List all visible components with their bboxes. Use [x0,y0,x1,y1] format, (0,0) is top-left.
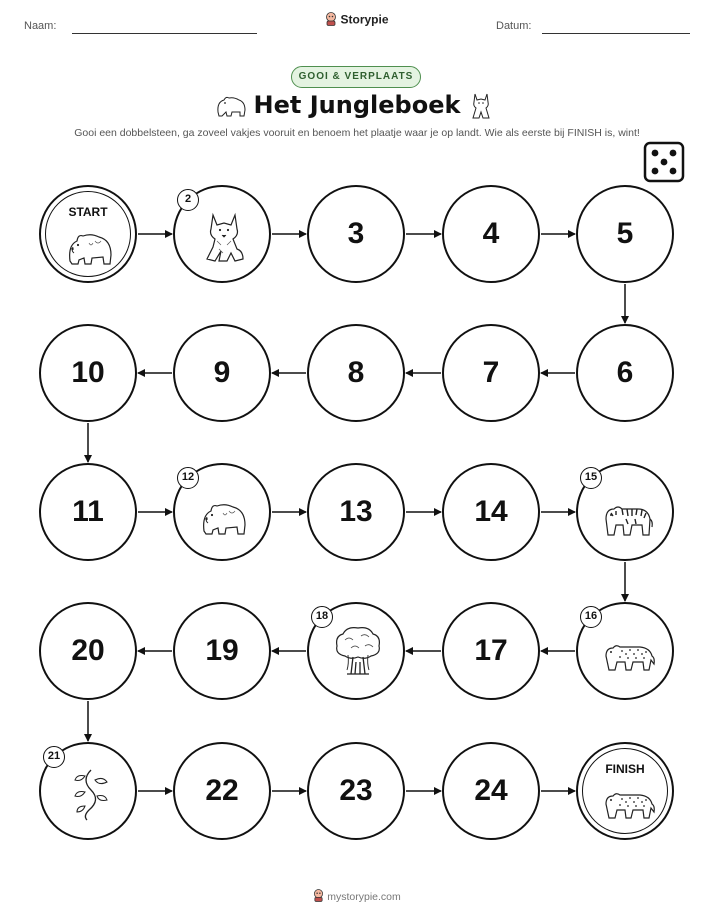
board-space-22[interactable] [173,742,271,840]
start-label: START [68,205,108,219]
space-number: 23 [339,774,373,807]
board-space-21[interactable] [39,742,137,840]
finish-space[interactable] [576,742,674,840]
finish-label: FINISH [605,762,645,776]
space-number-tag: 18 [311,606,333,628]
name-label: Naam: [24,20,57,32]
board-space-9[interactable] [173,324,271,422]
storypie-mascot-icon [313,889,324,905]
space-number: 17 [474,634,508,667]
space-number: 20 [71,634,105,667]
board-space-8[interactable] [307,324,405,422]
space-number: 19 [205,634,239,667]
space-number: 13 [339,495,373,528]
board-space-19[interactable] [173,602,271,700]
board-space-10[interactable] [39,324,137,422]
board-space-14[interactable] [442,463,540,561]
space-number-tag: 21 [43,746,65,768]
space-number: 8 [347,356,365,389]
space-number: 5 [616,217,634,250]
board-space-2[interactable] [173,185,271,283]
space-number: 7 [482,356,500,389]
board-space-5[interactable] [576,185,674,283]
brand-name: Storypie [340,12,389,27]
board-space-17[interactable] [442,602,540,700]
space-number: 24 [474,774,508,807]
date-label: Datum: [496,20,532,32]
space-number: 14 [474,495,508,528]
footer-url: mystorypie.com [327,890,401,903]
game-type-badge: GOOI & VERPLAATS [291,66,421,88]
space-number-tag: 2 [177,189,199,211]
board-space-6[interactable] [576,324,674,422]
start-space[interactable] [39,185,137,283]
space-number-tag: 12 [177,467,199,489]
board-space-16[interactable] [576,602,674,700]
space-number: 10 [71,356,105,389]
space-number-tag: 16 [580,606,602,628]
board-space-13[interactable] [307,463,405,561]
board-space-24[interactable] [442,742,540,840]
board-space-18[interactable] [307,602,405,700]
board-space-15[interactable] [576,463,674,561]
board-space-4[interactable] [442,185,540,283]
board-space-23[interactable] [307,742,405,840]
instructions: Gooi een dobbelsteen, ga zoveel vakjes vooruit en benoem het plaatje waar je op landt. Wie als eerste bij FINISH is, wint! [74,127,640,139]
footer [0,889,714,905]
space-number-tag: 15 [580,467,602,489]
space-number: 9 [213,356,231,389]
space-number: 22 [205,774,239,807]
board-space-3[interactable] [307,185,405,283]
board-space-20[interactable] [39,602,137,700]
board-space-11[interactable] [39,463,137,561]
space-number: 6 [616,356,634,389]
board-space-12[interactable] [173,463,271,561]
space-number: 4 [482,217,500,250]
board-space-7[interactable] [442,324,540,422]
space-number: 3 [347,217,365,250]
page-title: Het Jungleboek [253,91,461,119]
space-number: 11 [72,495,104,528]
